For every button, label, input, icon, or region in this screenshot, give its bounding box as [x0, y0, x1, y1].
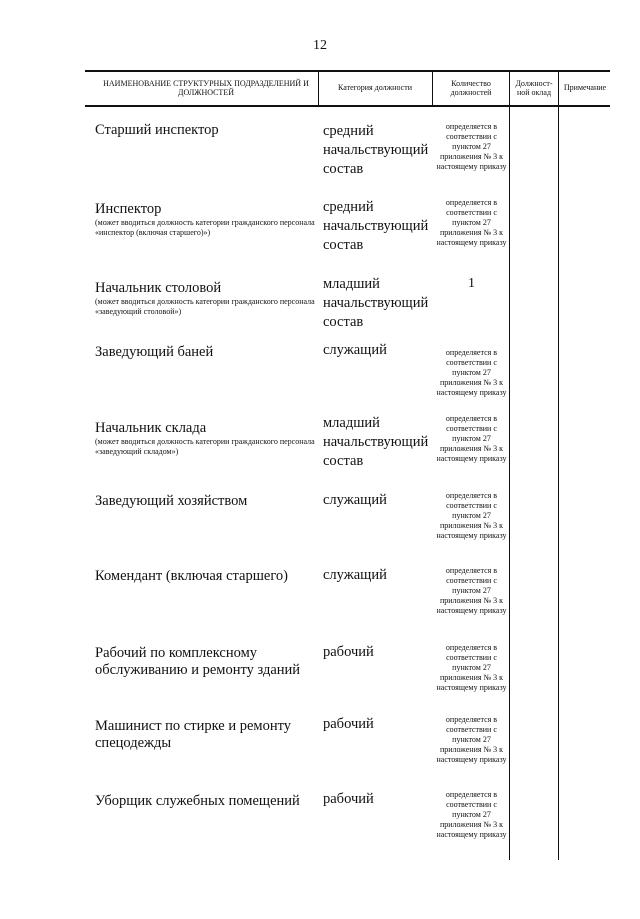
quantity-cell: определяется в соответствии с пунктом 27 приложения № 3 к настоящему приказу [436, 491, 507, 540]
position-cell [95, 280, 317, 317]
category-cell: средний начальствующий состав [323, 123, 429, 177]
category-cell: рабочий [323, 644, 374, 660]
position-cell [95, 493, 317, 510]
column-divider-1 [318, 70, 319, 106]
position-cell [95, 344, 317, 361]
column-divider-4 [558, 70, 559, 860]
position-title: Рабочий по комплексному обслуживанию и ремонту зданий [95, 645, 301, 678]
quantity-cell: 1 [468, 276, 475, 291]
quantity-cell: определяется в соответствии с пунктом 27 приложения № 3 к настоящему приказу [436, 790, 507, 839]
position-cell [95, 645, 310, 679]
position-title: Уборщик служебных помещений [95, 793, 300, 809]
position-title: Начальник столовой [95, 280, 222, 296]
category-cell: служащий [323, 492, 387, 508]
position-title: Заведующий баней [95, 344, 214, 360]
header-bottom-border [85, 105, 610, 107]
position-cell [95, 568, 317, 585]
quantity-cell: определяется в соответствии с пунктом 27 приложения № 3 к настоящему приказу [436, 715, 507, 764]
position-note: (может вводиться должность категории гражданского персонала «заведующий складом») [95, 437, 315, 456]
position-cell [95, 420, 317, 457]
position-title: Машинист по стирке и ремонту спецодежды [95, 718, 291, 751]
position-title: Начальник склада [95, 420, 207, 436]
position-title: Заведующий хозяйством [95, 493, 248, 509]
header-note: Примечание [563, 83, 607, 93]
position-note: (может вводиться должность категории гражданского персонала «инспектор (включая старшего)») [95, 218, 315, 237]
category-cell: служащий [323, 567, 387, 583]
category-cell: средний начальствующий состав [323, 199, 429, 253]
position-title: Старший инспектор [95, 122, 219, 138]
position-cell [95, 793, 317, 810]
header-name: НАИМЕНОВАНИЕ СТРУКТУРНЫХ ПОДРАЗДЕЛЕНИЙ И ДОЛЖНОСТЕЙ [103, 78, 309, 97]
position-cell [95, 201, 317, 238]
position-title: Комендант (включая старшего) [95, 568, 288, 584]
header-salary: Должност-ной оклад [515, 78, 553, 97]
position-cell [95, 718, 310, 752]
column-divider-3 [509, 70, 510, 860]
quantity-cell: определяется в соответствии с пунктом 27 приложения № 3 к настоящему приказу [436, 348, 507, 397]
category-cell: младший начальствующий состав [323, 415, 429, 469]
category-cell: рабочий [323, 716, 374, 732]
quantity-cell: определяется в соответствии с пунктом 27 приложения № 3 к настоящему приказу [436, 122, 507, 171]
position-title: Инспектор [95, 201, 162, 217]
header-quantity: Количество должностей [450, 78, 492, 97]
column-divider-2 [432, 70, 433, 106]
category-cell: младший начальствующий состав [323, 276, 429, 330]
quantity-cell: определяется в соответствии с пунктом 27 приложения № 3 к настоящему приказу [436, 414, 507, 463]
quantity-cell: определяется в соответствии с пунктом 27 приложения № 3 к настоящему приказу [436, 643, 507, 692]
quantity-cell: определяется в соответствии с пунктом 27 приложения № 3 к настоящему приказу [436, 198, 507, 247]
header-category: Категория должности [338, 83, 412, 93]
position-cell [95, 122, 317, 139]
quantity-cell: определяется в соответствии с пунктом 27 приложения № 3 к настоящему приказу [436, 566, 507, 615]
category-cell: служащий [323, 342, 387, 358]
category-cell: рабочий [323, 791, 374, 807]
position-note: (может вводиться должность категории гражданского персонала «заведующий столовой») [95, 297, 315, 316]
page-number: 12 [313, 38, 327, 53]
